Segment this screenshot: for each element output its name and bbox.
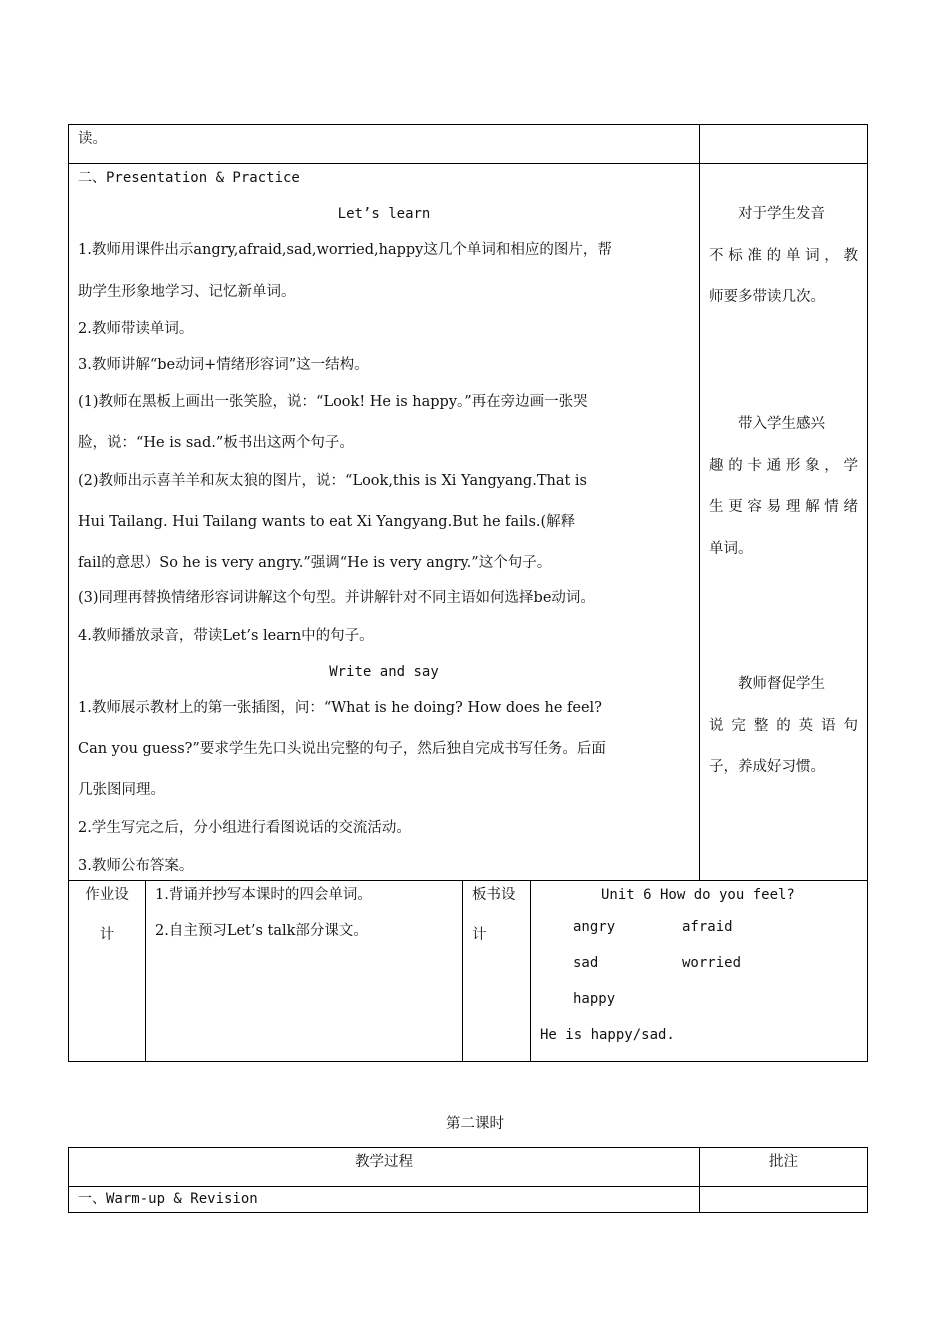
procedure-line: 助学生形象地学习、记忆新单词。 xyxy=(78,284,296,300)
procedure-line: Hui Tailang. Hui Tailang wants to eat Xi Yangyang.But he fails.(解释 xyxy=(78,514,576,530)
homework-label-cell xyxy=(69,881,146,1062)
procedure-line: 3.教师公布答案。 xyxy=(78,858,194,874)
board-word: happy xyxy=(573,991,616,1007)
note-pronunciation: 对于学生发音 不标准的单词，教 师要多带读几次。 xyxy=(709,206,858,305)
board-label: 板书设 xyxy=(472,887,516,903)
top-row-cell xyxy=(69,125,700,164)
warmup-note-cell xyxy=(700,1187,868,1213)
board-content-cell xyxy=(531,881,868,1062)
procedure-line: fail的意思）So he is very angry.”强调“He is very angry.”这个句子。 xyxy=(78,555,552,571)
procedure-line: 1.教师展示教材上的第一张插图，问：“What is he doing? How does he feel? xyxy=(78,700,602,716)
procedure-line: 2.学生写完之后，分小组进行看图说话的交流活动。 xyxy=(78,820,411,836)
col-header-process: 教学过程 xyxy=(69,1148,700,1187)
lesson-table xyxy=(68,124,868,1062)
procedure-line: 2.教师带读单词。 xyxy=(78,321,194,337)
board-word-row xyxy=(531,909,867,945)
note-habit: 教师督促学生 说完整的英语句 子，养成好习惯。 xyxy=(709,676,858,775)
note-cartoon: 带入学生感兴 趣的卡通形象，学 生更容易理解情绪 单词。 xyxy=(709,416,858,557)
procedure-line: 几张图同理。 xyxy=(78,782,165,798)
board-word: worried xyxy=(682,955,742,971)
homework-label: 计 xyxy=(99,927,115,943)
presentation-heading: 二、Presentation & Practice xyxy=(78,170,300,186)
warmup-heading: 一、Warm-up & Revision xyxy=(78,1191,258,1207)
procedure-line: (1)教师在黑板上画出一张笑脸，说：“Look! He is happy。”再在旁边画一张哭 xyxy=(78,394,588,410)
top-row-note-cell xyxy=(700,125,868,164)
homework-item: 1.背诵并抄写本课时的四会单词。 xyxy=(155,887,372,903)
notes-cell xyxy=(700,164,868,881)
write-and-say-subtitle: Write and say xyxy=(329,664,439,680)
board-label: 计 xyxy=(472,927,487,943)
col-header-notes: 批注 xyxy=(700,1148,868,1187)
board-word-row xyxy=(531,981,867,1017)
board-word-row xyxy=(531,945,867,981)
procedure-line: (2)教师出示喜羊羊和灰太狼的图片，说：“Look,this is Xi Yangyang.That is xyxy=(78,473,587,489)
second-lesson-title: 第二课时 xyxy=(446,1116,504,1132)
board-label-cell xyxy=(463,881,531,1062)
procedure-line: 4.教师播放录音，带读Let’s learn中的句子。 xyxy=(78,628,374,644)
procedure-line: (3)同理再替换情绪形容词讲解这个句型。并讲解针对不同主语如何选择be动词。 xyxy=(78,590,595,606)
board-word: angry xyxy=(573,919,616,935)
board-title: Unit 6 How do you feel? xyxy=(601,887,795,903)
procedure-line: 1.教师用课件出示angry,afraid,sad,worried,happy这几个单词和相应的图片，帮 xyxy=(78,242,612,258)
homework-item: 2.自主预习Let’s talk部分课文。 xyxy=(155,923,368,939)
warmup-cell xyxy=(69,1187,700,1213)
board-word: afraid xyxy=(682,919,733,935)
lets-learn-subtitle: Let’s learn xyxy=(337,206,431,222)
presentation-cell xyxy=(69,164,700,881)
procedure-line: 3.教师讲解“be动词+情绪形容词”这一结构。 xyxy=(78,357,369,373)
second-lesson-table xyxy=(68,1147,868,1213)
board-word: sad xyxy=(573,955,599,971)
procedure-line: 脸，说：“He is sad.”板书出这两个句子。 xyxy=(78,435,354,451)
board-sentence: He is happy/sad. xyxy=(540,1027,675,1043)
top-row-text: 读。 xyxy=(78,131,107,147)
homework-label: 作业设 xyxy=(85,887,129,903)
homework-content-cell xyxy=(146,881,463,1062)
procedure-line: Can you guess?”要求学生先口头说出完整的句子，然后独自完成书写任务。后面 xyxy=(78,741,606,757)
